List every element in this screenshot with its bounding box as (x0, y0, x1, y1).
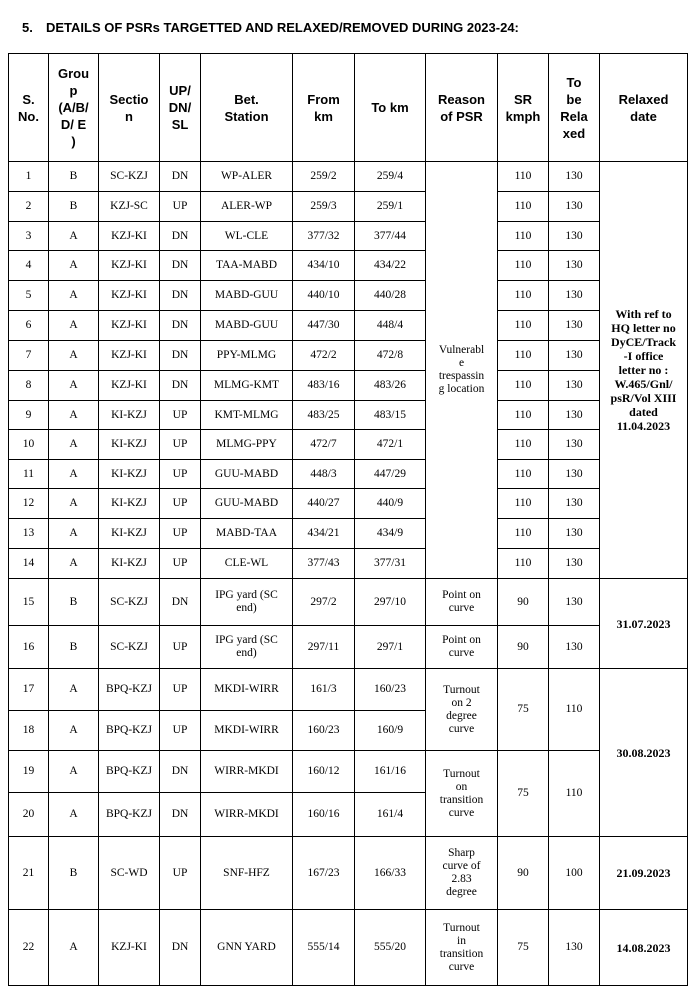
section-cell: KI-KZJ (99, 401, 160, 430)
to-be-relaxed-cell: 130 (549, 371, 600, 401)
table-row (9, 837, 688, 910)
group-cell: B (49, 162, 99, 192)
section-cell: BPQ-KZJ (99, 793, 160, 837)
reason-cell: Sharp curve of 2.83 degree (426, 837, 498, 910)
station-cell: MLMG-PPY (201, 430, 293, 460)
section-cell: KZJ-KI (99, 311, 160, 341)
to-km-cell: 166/33 (355, 837, 426, 910)
group-cell: A (49, 222, 99, 251)
to-be-relaxed-cell: 110 (549, 751, 600, 837)
section-cell: SC-KZJ (99, 162, 160, 192)
column-header: From km (293, 54, 355, 162)
column-header: Sectio n (99, 54, 160, 162)
section-cell: SC-KZJ (99, 579, 160, 626)
station-cell: KMT-MLMG (201, 401, 293, 430)
from-km-cell: 447/30 (293, 311, 355, 341)
column-header: Relaxed date (600, 54, 688, 162)
station-cell: WL-CLE (201, 222, 293, 251)
from-km-cell: 440/10 (293, 281, 355, 311)
station-cell: TAA-MABD (201, 251, 293, 281)
to-be-relaxed-cell: 130 (549, 549, 600, 579)
table-row (9, 311, 688, 341)
direction-cell: UP (160, 519, 201, 549)
to-be-relaxed-cell: 130 (549, 251, 600, 281)
to-km-cell: 434/22 (355, 251, 426, 281)
section-cell: KZJ-SC (99, 192, 160, 222)
section-cell: KI-KZJ (99, 519, 160, 549)
to-be-relaxed-cell: 130 (549, 341, 600, 371)
station-cell: GUU-MABD (201, 489, 293, 519)
relaxed-date-cell: 14.08.2023 (600, 910, 688, 986)
to-km-cell: 434/9 (355, 519, 426, 549)
to-km-cell: 259/4 (355, 162, 426, 192)
direction-cell: DN (160, 281, 201, 311)
to-be-relaxed-cell: 130 (549, 910, 600, 986)
section-cell: KZJ-KI (99, 251, 160, 281)
reason-cell: Turnout on 2 degree curve (426, 669, 498, 751)
group-cell: A (49, 751, 99, 793)
direction-cell: UP (160, 626, 201, 669)
from-km-cell: 440/27 (293, 489, 355, 519)
to-km-cell: 483/15 (355, 401, 426, 430)
sno-cell: 12 (9, 489, 49, 519)
sno-cell: 8 (9, 371, 49, 401)
sno-cell: 3 (9, 222, 49, 251)
sr-kmph-cell: 90 (498, 579, 549, 626)
section-cell: KI-KZJ (99, 549, 160, 579)
direction-cell: UP (160, 430, 201, 460)
reason-cell: Turnout in transition curve (426, 910, 498, 986)
group-cell: A (49, 669, 99, 711)
column-header: UP/ DN/ SL (160, 54, 201, 162)
sr-kmph-cell: 110 (498, 222, 549, 251)
to-km-cell: 472/8 (355, 341, 426, 371)
section-cell: KZJ-KI (99, 281, 160, 311)
direction-cell: DN (160, 751, 201, 793)
direction-cell: UP (160, 837, 201, 910)
sr-kmph-cell: 75 (498, 669, 549, 751)
direction-cell: UP (160, 460, 201, 489)
group-cell: A (49, 281, 99, 311)
to-be-relaxed-cell: 100 (549, 837, 600, 910)
from-km-cell: 377/43 (293, 549, 355, 579)
group-cell: A (49, 711, 99, 751)
section-cell: KI-KZJ (99, 430, 160, 460)
sr-kmph-cell: 110 (498, 162, 549, 192)
section-title: DETAILS OF PSRs TARGETTED AND RELAXED/REMOVED DURING 2023-24: (46, 20, 519, 35)
station-cell: IPG yard (SC end) (201, 579, 293, 626)
table-row (9, 251, 688, 281)
table-row (9, 669, 688, 711)
group-cell: B (49, 837, 99, 910)
to-be-relaxed-cell: 130 (549, 192, 600, 222)
station-cell: PPY-MLMG (201, 341, 293, 371)
sno-cell: 20 (9, 793, 49, 837)
reason-cell: Turnout on transition curve (426, 751, 498, 837)
direction-cell: DN (160, 371, 201, 401)
reason-cell: Point on curve (426, 579, 498, 626)
direction-cell: UP (160, 669, 201, 711)
to-km-cell: 161/4 (355, 793, 426, 837)
sno-cell: 7 (9, 341, 49, 371)
station-cell: WIRR-MKDI (201, 793, 293, 837)
direction-cell: DN (160, 162, 201, 192)
to-be-relaxed-cell: 130 (549, 489, 600, 519)
station-cell: MABD-TAA (201, 519, 293, 549)
psr-table (8, 53, 688, 986)
to-km-cell: 259/1 (355, 192, 426, 222)
to-be-relaxed-cell: 130 (549, 460, 600, 489)
column-header: Reason of PSR (426, 54, 498, 162)
direction-cell: DN (160, 910, 201, 986)
column-header: To km (355, 54, 426, 162)
from-km-cell: 555/14 (293, 910, 355, 986)
to-km-cell: 447/29 (355, 460, 426, 489)
direction-cell: UP (160, 401, 201, 430)
from-km-cell: 377/32 (293, 222, 355, 251)
to-km-cell: 377/31 (355, 549, 426, 579)
relaxed-date-cell: 31.07.2023 (600, 579, 688, 669)
station-cell: ALER-WP (201, 192, 293, 222)
sr-kmph-cell: 110 (498, 341, 549, 371)
section-cell: BPQ-KZJ (99, 751, 160, 793)
to-km-cell: 161/16 (355, 751, 426, 793)
table-row (9, 341, 688, 371)
direction-cell: UP (160, 711, 201, 751)
from-km-cell: 160/12 (293, 751, 355, 793)
from-km-cell: 160/23 (293, 711, 355, 751)
direction-cell: UP (160, 549, 201, 579)
from-km-cell: 297/2 (293, 579, 355, 626)
column-header: Grou p (A/B/ D/ E ) (49, 54, 99, 162)
column-header: Bet. Station (201, 54, 293, 162)
to-km-cell: 160/23 (355, 669, 426, 711)
group-cell: A (49, 489, 99, 519)
sno-cell: 18 (9, 711, 49, 751)
group-cell: B (49, 579, 99, 626)
sno-cell: 22 (9, 910, 49, 986)
table-row (9, 549, 688, 579)
table-row (9, 489, 688, 519)
station-cell: MABD-GUU (201, 311, 293, 341)
from-km-cell: 160/16 (293, 793, 355, 837)
station-cell: MKDI-WIRR (201, 711, 293, 751)
sr-kmph-cell: 110 (498, 549, 549, 579)
to-km-cell: 297/10 (355, 579, 426, 626)
table-row (9, 371, 688, 401)
sr-kmph-cell: 90 (498, 837, 549, 910)
group-cell: A (49, 371, 99, 401)
column-header: To be Rela xed (549, 54, 600, 162)
table-row (9, 281, 688, 311)
sno-cell: 4 (9, 251, 49, 281)
to-km-cell: 297/1 (355, 626, 426, 669)
table-row (9, 579, 688, 626)
station-cell: WIRR-MKDI (201, 751, 293, 793)
table-row (9, 910, 688, 986)
group-cell: A (49, 430, 99, 460)
header-row (9, 54, 688, 162)
group-cell: A (49, 519, 99, 549)
section-cell: KZJ-KI (99, 222, 160, 251)
table-row (9, 192, 688, 222)
section-cell: BPQ-KZJ (99, 711, 160, 751)
table-row (9, 162, 688, 192)
station-cell: WP-ALER (201, 162, 293, 192)
station-cell: GUU-MABD (201, 460, 293, 489)
section-cell: BPQ-KZJ (99, 669, 160, 711)
to-be-relaxed-cell: 130 (549, 519, 600, 549)
section-cell: KZJ-KI (99, 371, 160, 401)
to-be-relaxed-cell: 130 (549, 311, 600, 341)
sno-cell: 17 (9, 669, 49, 711)
station-cell: IPG yard (SC end) (201, 626, 293, 669)
from-km-cell: 259/3 (293, 192, 355, 222)
group-cell: A (49, 401, 99, 430)
sno-cell: 16 (9, 626, 49, 669)
group-cell: B (49, 626, 99, 669)
to-be-relaxed-cell: 130 (549, 401, 600, 430)
group-cell: A (49, 910, 99, 986)
table-row (9, 430, 688, 460)
direction-cell: DN (160, 579, 201, 626)
to-be-relaxed-cell: 130 (549, 281, 600, 311)
to-km-cell: 555/20 (355, 910, 426, 986)
sno-cell: 6 (9, 311, 49, 341)
sr-kmph-cell: 75 (498, 751, 549, 837)
station-cell: CLE-WL (201, 549, 293, 579)
sr-kmph-cell: 75 (498, 910, 549, 986)
to-km-cell: 448/4 (355, 311, 426, 341)
group-cell: A (49, 341, 99, 371)
sno-cell: 2 (9, 192, 49, 222)
section-cell: KI-KZJ (99, 460, 160, 489)
sr-kmph-cell: 110 (498, 460, 549, 489)
group-cell: A (49, 251, 99, 281)
column-header: S. No. (9, 54, 49, 162)
sno-cell: 14 (9, 549, 49, 579)
sr-kmph-cell: 110 (498, 281, 549, 311)
sr-kmph-cell: 110 (498, 192, 549, 222)
sno-cell: 1 (9, 162, 49, 192)
to-be-relaxed-cell: 130 (549, 579, 600, 626)
to-be-relaxed-cell: 130 (549, 430, 600, 460)
table-row (9, 626, 688, 669)
relaxed-date-cell: 30.08.2023 (600, 669, 688, 837)
direction-cell: DN (160, 341, 201, 371)
to-be-relaxed-cell: 130 (549, 626, 600, 669)
to-be-relaxed-cell: 130 (549, 162, 600, 192)
sr-kmph-cell: 110 (498, 430, 549, 460)
group-cell: A (49, 311, 99, 341)
to-be-relaxed-cell: 110 (549, 669, 600, 751)
sr-kmph-cell: 110 (498, 489, 549, 519)
from-km-cell: 259/2 (293, 162, 355, 192)
sno-cell: 9 (9, 401, 49, 430)
to-km-cell: 160/9 (355, 711, 426, 751)
from-km-cell: 297/11 (293, 626, 355, 669)
table-row (9, 519, 688, 549)
section-cell: SC-KZJ (99, 626, 160, 669)
direction-cell: DN (160, 251, 201, 281)
from-km-cell: 472/7 (293, 430, 355, 460)
sr-kmph-cell: 110 (498, 401, 549, 430)
direction-cell: DN (160, 311, 201, 341)
from-km-cell: 448/3 (293, 460, 355, 489)
sr-kmph-cell: 110 (498, 519, 549, 549)
direction-cell: DN (160, 222, 201, 251)
sno-cell: 11 (9, 460, 49, 489)
table-row (9, 751, 688, 793)
sno-cell: 21 (9, 837, 49, 910)
from-km-cell: 434/10 (293, 251, 355, 281)
table-row (9, 401, 688, 430)
relaxed-date-cell: 21.09.2023 (600, 837, 688, 910)
section-cell: KZJ-KI (99, 341, 160, 371)
sno-cell: 5 (9, 281, 49, 311)
section-cell: SC-WD (99, 837, 160, 910)
to-km-cell: 472/1 (355, 430, 426, 460)
direction-cell: DN (160, 793, 201, 837)
relaxed-date-cell: With ref to HQ letter no DyCE/Track -I office letter no : W.465/Gnl/ psR/Vol XIII dated 11.04.2023 (600, 162, 688, 579)
from-km-cell: 161/3 (293, 669, 355, 711)
to-km-cell: 440/28 (355, 281, 426, 311)
from-km-cell: 434/21 (293, 519, 355, 549)
from-km-cell: 483/25 (293, 401, 355, 430)
sno-cell: 13 (9, 519, 49, 549)
station-cell: MABD-GUU (201, 281, 293, 311)
section-heading (22, 20, 519, 35)
station-cell: SNF-HFZ (201, 837, 293, 910)
to-be-relaxed-cell: 130 (549, 222, 600, 251)
sno-cell: 19 (9, 751, 49, 793)
from-km-cell: 483/16 (293, 371, 355, 401)
section-cell: KZJ-KI (99, 910, 160, 986)
direction-cell: UP (160, 489, 201, 519)
sno-cell: 10 (9, 430, 49, 460)
section-cell: KI-KZJ (99, 489, 160, 519)
group-cell: A (49, 793, 99, 837)
section-number: 5. (22, 20, 33, 35)
sr-kmph-cell: 110 (498, 371, 549, 401)
to-km-cell: 483/26 (355, 371, 426, 401)
to-km-cell: 440/9 (355, 489, 426, 519)
direction-cell: UP (160, 192, 201, 222)
station-cell: GNN YARD (201, 910, 293, 986)
group-cell: A (49, 549, 99, 579)
column-header: SR kmph (498, 54, 549, 162)
reason-cell: Vulnerabl e trespassin g location (426, 162, 498, 579)
table-row (9, 222, 688, 251)
station-cell: MLMG-KMT (201, 371, 293, 401)
sr-kmph-cell: 110 (498, 311, 549, 341)
table-row (9, 460, 688, 489)
sr-kmph-cell: 110 (498, 251, 549, 281)
sno-cell: 15 (9, 579, 49, 626)
group-cell: B (49, 192, 99, 222)
to-km-cell: 377/44 (355, 222, 426, 251)
group-cell: A (49, 460, 99, 489)
reason-cell: Point on curve (426, 626, 498, 669)
station-cell: MKDI-WIRR (201, 669, 293, 711)
from-km-cell: 472/2 (293, 341, 355, 371)
sr-kmph-cell: 90 (498, 626, 549, 669)
from-km-cell: 167/23 (293, 837, 355, 910)
